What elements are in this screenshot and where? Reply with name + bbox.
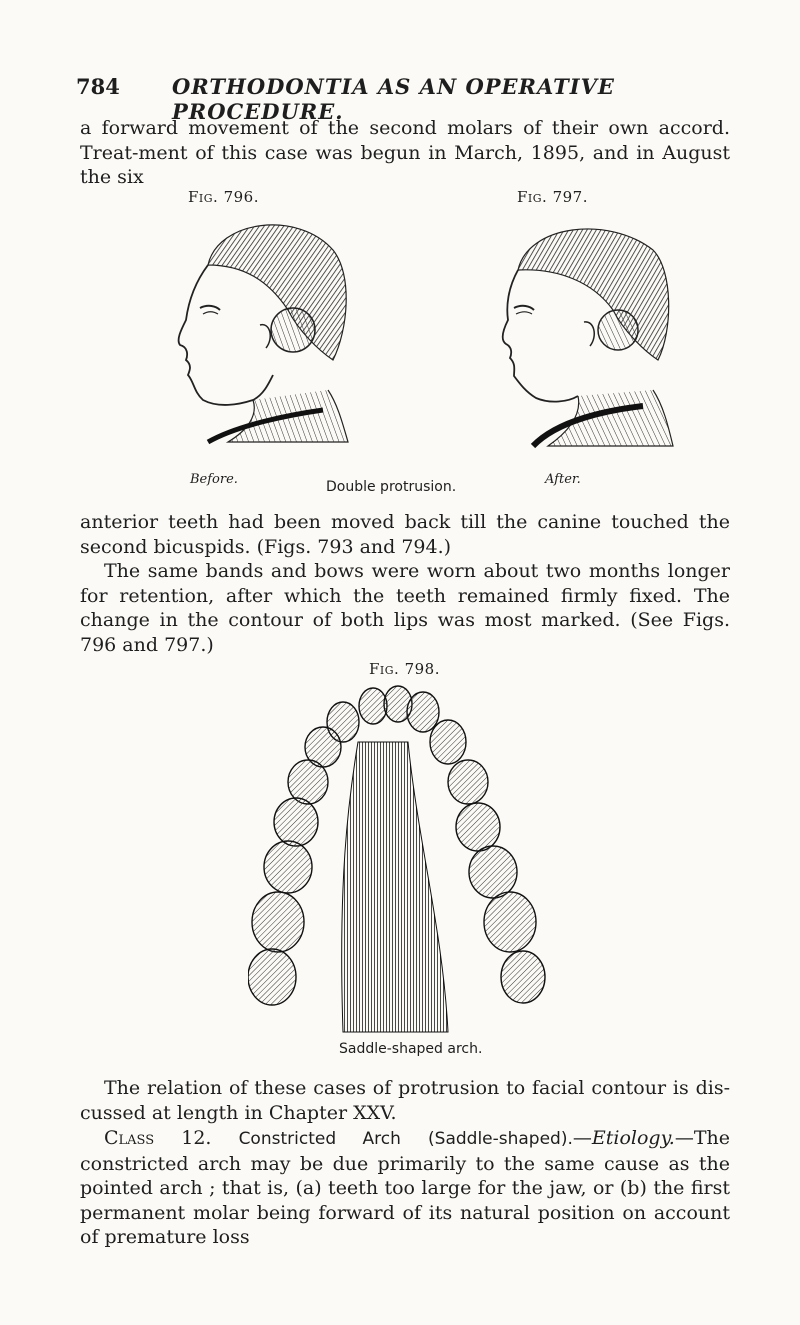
etiology-label: Etiology.: [591, 1127, 675, 1149]
page-header: [76, 74, 736, 124]
figure-796-caption: Before.: [190, 472, 238, 487]
paragraph-treatment-line: anterior teeth had been moved back till the canine touched the second bicuspids. (Figs. 793 and 794.): [80, 511, 730, 558]
class-heading: Constricted Arch: [238, 1129, 401, 1149]
figure-797-label: Fig. 797.: [517, 188, 588, 206]
class-12-body: —The constricted arch may be due primarily to the same cause as the pointed arch ; that is, (a) teeth too large for the jaw, or (b) the first permanent molar being forward of its natural position on account of premature loss: [80, 1127, 730, 1248]
page-number: 784: [76, 74, 120, 99]
double-protrusion-caption: Double protrusion.: [326, 479, 457, 495]
figure-798-dental-arch-illustration: [248, 682, 548, 1042]
figure-798-label: Fig. 798.: [369, 660, 440, 678]
class-subheading: (Saddle-shaped).: [428, 1129, 573, 1149]
paragraph-retention: The same bands and bows were worn about two months longer for retention, after which the teeth remained firmly fixed. The change in the contour of both lips was most marked. (See Figs. 796 and 797.): [80, 560, 730, 656]
figure-796-profile-illustration: [148, 210, 368, 460]
class-number: 12.: [181, 1127, 212, 1149]
running-title: ORTHODONTIA AS AN OPERATIVE PROCEDURE.: [172, 74, 615, 124]
paragraph-treatment: [80, 510, 730, 657]
paragraph-intro: a forward movement of the second molars of their own accord. Treat-ment of this case was begun in March, 1895, and in August the six: [80, 117, 730, 188]
figure-797-caption: After.: [545, 472, 581, 487]
figure-796-label: Fig. 796.: [188, 188, 259, 206]
figure-797-profile-illustration: [478, 210, 688, 460]
paragraph-relation: The relation of these cases of protrusion to facial contour is dis-cussed at length in Chapter XXV.: [80, 1077, 730, 1124]
figure-798-caption: Saddle-shaped arch.: [339, 1041, 483, 1057]
class-word: Class: [104, 1127, 155, 1149]
paragraph-class-12: Class 12. Constricted Arch (Saddle-shaped).—Etiology.—The constricted arch may be due primarily to the same cause as the pointed arch ; that is, (a) teeth too large for the jaw, or (b) the first permanent molar being forward of its natural position on account of premature loss: [80, 1127, 730, 1248]
